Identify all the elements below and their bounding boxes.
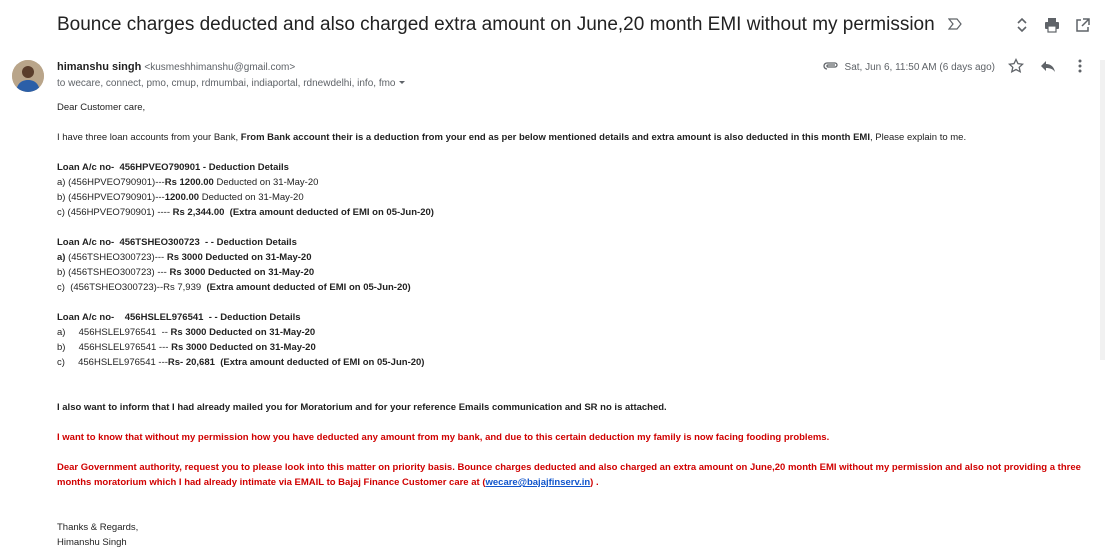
subject-text: Bounce charges deducted and also charged extra amount on June,20 month EMI without my permission xyxy=(57,14,935,36)
loan1-b-pre: b) (456HPVEO790901)--- xyxy=(57,192,165,203)
loan2-heading: Loan A/c no- 456TSHEO300723 - - Deduction Details xyxy=(57,237,297,248)
loan1-a-bold: Rs 1200.00 xyxy=(164,177,214,188)
wecare-email-link[interactable]: wecare@bajajfinserv.in xyxy=(485,477,591,488)
loan1-line-a xyxy=(57,175,1087,190)
loan3-a-pre: a) 456HSLEL976541 -- xyxy=(57,327,171,338)
message-date: Sat, Jun 6, 11:50 AM (6 days ago) xyxy=(844,62,995,73)
loan2-line-b xyxy=(57,265,1087,280)
email-subject xyxy=(57,14,962,36)
email-body xyxy=(57,100,1087,550)
important-label-icon[interactable] xyxy=(948,14,962,36)
loan2-b-pre: b) (456TSHEO300723) --- xyxy=(57,267,170,278)
intro-c: , Please explain to me. xyxy=(869,132,967,143)
loan3-c-pre: c) 456HSLEL976541 --- xyxy=(57,357,168,368)
loan3-c-bold: Rs- 20,681 (Extra amount deducted of EMI on 05-Jun-20) xyxy=(167,357,425,368)
recipients-text: to wecare, connect, pmo, cmup, rdmumbai, indiaportal, rdnewdelhi, info, fmo xyxy=(57,78,396,89)
loan3-b-pre: b) 456HSLEL976541 --- xyxy=(57,342,172,353)
top-toolbar xyxy=(1013,16,1091,34)
more-options-icon[interactable] xyxy=(1071,57,1089,75)
sender-line xyxy=(57,61,295,73)
loan1-c-pre: c) (456HPVEO790901) ---- xyxy=(57,207,173,218)
star-icon[interactable] xyxy=(1007,57,1025,75)
message-actions xyxy=(1007,57,1089,75)
loan3-line-c xyxy=(57,355,1087,370)
recipients-line[interactable] xyxy=(57,78,406,89)
message-meta xyxy=(823,61,995,74)
greeting: Dear Customer care, xyxy=(57,102,146,113)
open-new-window-icon[interactable] xyxy=(1073,16,1091,34)
loan1-c-bold: Rs 2,344.00 (Extra amount deducted of EMI on 05-Jun-20) xyxy=(172,207,434,218)
subject-bar xyxy=(0,0,1105,50)
loan2-a-bold: Rs 3000 Deducted on 31-May-20 xyxy=(166,252,312,263)
loan2-line-a xyxy=(57,250,1087,265)
loan2-c-pre: c) (456TSHEO300723)--Rs 7,939 xyxy=(57,282,207,293)
moratorium-paragraph: I also want to inform that I had already mailed you for Moratorium and for your reference Emails communication and SR no is attached. xyxy=(57,402,667,413)
loan2-c-bold: (Extra amount deducted of EMI on 05-Jun-20) xyxy=(206,282,411,293)
scrollbar[interactable] xyxy=(1100,60,1105,360)
loan3-line-b xyxy=(57,340,1087,355)
loan3-line-a xyxy=(57,325,1087,340)
intro-paragraph xyxy=(57,130,1087,145)
authority-end: ) . xyxy=(590,477,599,488)
intro-a: I have three loan accounts from your Bank, xyxy=(57,132,241,143)
loan3-a-bold: Rs 3000 Deducted on 31-May-20 xyxy=(170,327,316,338)
reply-icon[interactable] xyxy=(1039,57,1057,75)
authority-text: Dear Government authority, request you to please look into this matter on priority basis. Bounce charges deducted and also charged an extra amount on June,20 month EMI without my permission and also not providing a three months moratorium which I had already intimate via EMAIL to Bajaj Finance Customer care at ( xyxy=(57,462,1081,488)
loan3-heading: Loan A/c no- 456HSLEL976541 - - Deduction Details xyxy=(57,312,301,323)
loan1-line-b xyxy=(57,190,1087,205)
loan1-b-bold: 1200.00 xyxy=(164,192,200,203)
sender-avatar[interactable] xyxy=(12,60,44,92)
complaint-paragraph: I want to know that without my permission how you have deducted any amount from my bank, and due to this certain deduction my family is now facing fooding problems. xyxy=(57,432,830,443)
loan3-b-bold: Rs 3000 Deducted on 31-May-20 xyxy=(171,342,316,353)
loan1-a-pre: a) (456HPVEO790901)--- xyxy=(57,177,165,188)
loan1-line-c xyxy=(57,205,1087,220)
loan1-heading: Loan A/c no- 456HPVEO790901 - Deduction Details xyxy=(57,162,289,173)
loan1-b-post: Deducted on 31-May-20 xyxy=(199,192,304,203)
attachment-icon xyxy=(823,61,839,74)
signature-name: Himanshu Singh xyxy=(57,537,127,548)
intro-b: From Bank account their is a deduction from your end as per below mentioned details and extra amount is also deducted in this month EMI xyxy=(240,132,870,143)
loan2-a-pre: a) xyxy=(57,252,66,263)
expand-collapse-icon[interactable] xyxy=(1013,16,1031,34)
loan2-line-c xyxy=(57,280,1087,295)
sender-name[interactable]: himanshu singh xyxy=(57,61,142,73)
loan2-a-mid: (456TSHEO300723)--- xyxy=(65,252,167,263)
authority-paragraph xyxy=(57,460,1087,490)
recipients-dropdown-icon[interactable] xyxy=(398,78,406,89)
loan1-a-post: Deducted on 31-May-20 xyxy=(213,177,319,188)
loan2-b-bold: Rs 3000 Deducted on 31-May-20 xyxy=(169,267,315,278)
sender-email: <kusmeshhimanshu@gmail.com> xyxy=(144,62,296,73)
print-icon[interactable] xyxy=(1043,16,1061,34)
signoff: Thanks & Regards, xyxy=(57,522,139,533)
